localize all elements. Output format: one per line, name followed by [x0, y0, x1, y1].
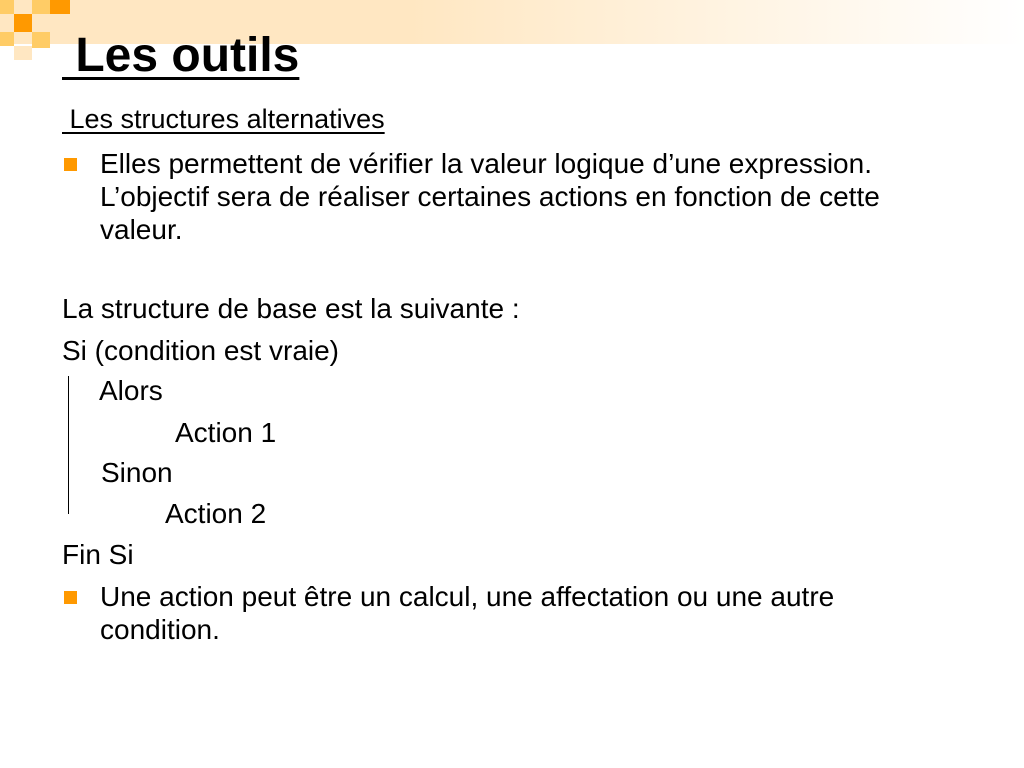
decor-square	[50, 0, 70, 14]
decor-square	[14, 46, 32, 60]
code-line-action2: Action 2	[165, 498, 267, 529]
decor-square	[32, 0, 50, 14]
bullet-text: Une action peut être un calcul, une affectation ou une autre condition.	[100, 581, 835, 645]
structure-intro: La structure de base est la suivante :	[62, 293, 520, 324]
code-line-si: Si (condition est vraie)	[62, 335, 340, 366]
code-line-alors: Alors	[99, 375, 163, 406]
bullet-item	[62, 147, 942, 246]
decor-square	[0, 0, 14, 14]
slide-subtitle: Les structures alternatives	[62, 104, 385, 134]
square-bullet-icon	[64, 158, 77, 171]
decor-square	[14, 14, 32, 32]
code-line-finsi: Fin Si	[62, 539, 134, 570]
structure-bracket	[68, 376, 69, 514]
square-bullet-icon	[64, 591, 77, 604]
decor-square	[32, 32, 50, 48]
code-line-action1: Action 1	[175, 417, 277, 448]
bullet-text: Elles permettent de vérifier la valeur logique d’une expression. L’objectif sera de réaliser certaines actions en fonction de cette valeur.	[100, 148, 880, 245]
decor-square	[0, 32, 14, 46]
slide-title: Les outils	[62, 29, 300, 82]
code-line-sinon: Sinon	[101, 457, 173, 488]
bullet-item	[62, 580, 942, 646]
